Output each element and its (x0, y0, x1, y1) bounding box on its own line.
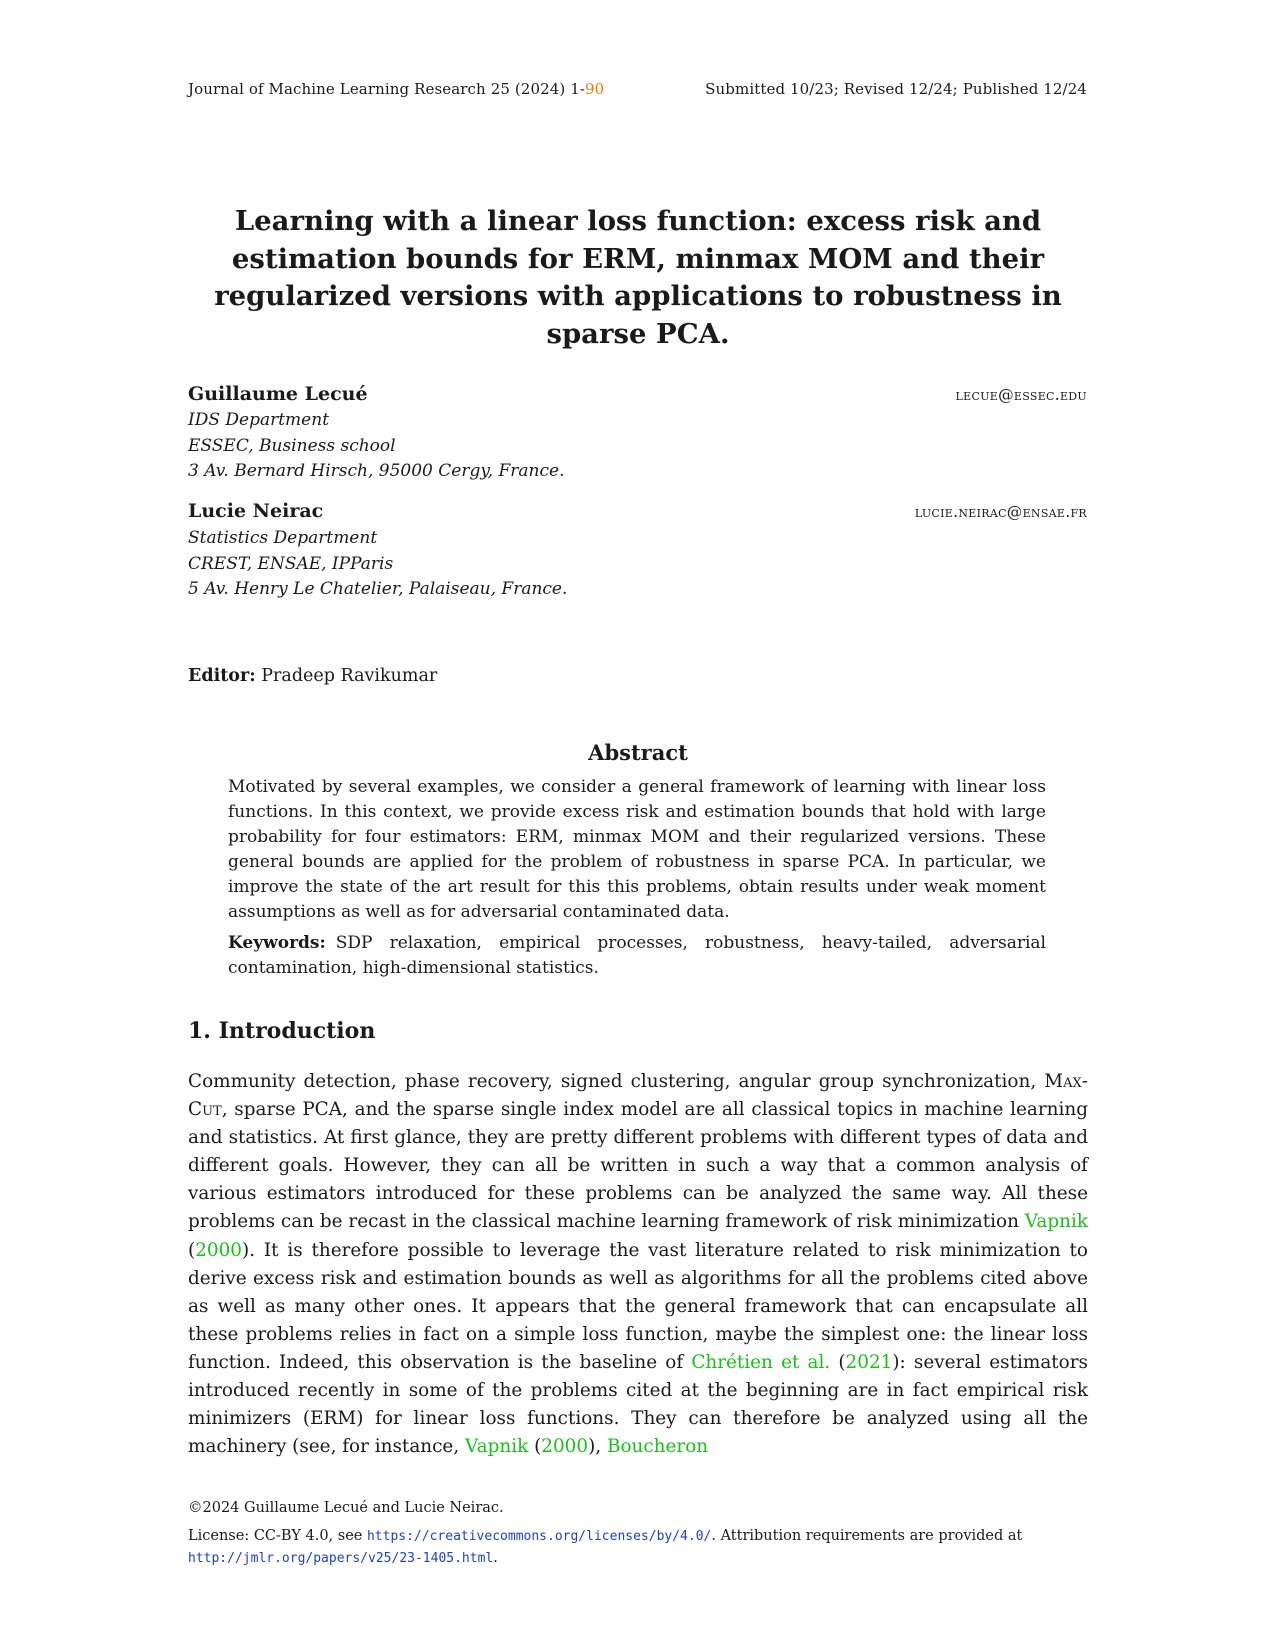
abstract-heading: Abstract (588, 740, 688, 765)
citation-year-link[interactable]: 2000 (541, 1436, 589, 1458)
author-email-1[interactable]: lecue@essec.edu (955, 386, 1087, 404)
author-affiliation-2 (188, 526, 567, 603)
text-run: , sparse PCA, and the sparse single index model are all classical topics in machine learning and statistics. At first glance, they are pretty different problems with different types of data and different goals. However, they can all be written in such a way that a common analysis of various estimators introduced for these problems can be analyzed the same way. All these problems can be recast in the classical machine learning framework of risk minimization (188, 1099, 1088, 1233)
text-run: : several estimators introduced recently in some of the problems cited at the beginning are in fact empirical risk minimizers (ERM) for linear loss functions. They can therefore be analyzed using all the machinery (see, for instance, (188, 1351, 1088, 1458)
license-notice (188, 1526, 1088, 1569)
affiliation-line: ESSEC, Business school (188, 435, 396, 456)
citation-year-link[interactable]: 2021 (845, 1351, 893, 1373)
editor-name: Pradeep Ravikumar (261, 666, 438, 686)
affiliation-line: 5 Av. Henry Le Chatelier, Palaiseau, France. (188, 579, 568, 599)
keywords-label: Keywords: (228, 933, 326, 953)
editor-line (188, 666, 437, 686)
section-number: 1. (188, 1018, 211, 1044)
keywords (228, 931, 1046, 981)
running-header-journal (188, 80, 604, 98)
affiliation-line: CREST, ENSAE, IPParis (188, 553, 394, 574)
copyright-notice: ©2024 Guillaume Lecué and Lucie Neirac. (188, 1500, 504, 1516)
text-run: . Attribution requirements are provided at (711, 1528, 1023, 1544)
text-run: , (595, 1436, 607, 1458)
citation-link[interactable]: Chrétien et al. (691, 1351, 831, 1373)
editor-label: Editor: (188, 666, 256, 686)
citation-year-link[interactable]: 2000 (195, 1239, 242, 1261)
text-run: . It is therefore possible to leverage the vast literature related to risk minimization to derive excess risk and estimation bounds as well as algorithms for all the problems cited above as well as many other ones. It appears that the general framework that can encapsulate all these problems relies in fact on a simple loss function, maybe the simplest one: the linear loss function. Indeed, this observation is the baseline of (188, 1239, 1088, 1373)
attribution-url-link[interactable]: http://jmlr.org/papers/v25/23-1405.html (188, 1550, 494, 1566)
affiliation-line: Statistics Department (188, 528, 378, 548)
affiliation-line: IDS Department (188, 410, 330, 430)
citation-link[interactable]: Boucheron (606, 1436, 709, 1458)
intro-paragraph: Community detection, phase recovery, signed clustering, angular group synchronization, Max-Cut, sparse PCA, and the sparse single index model are all classical topics in machine learning and statistics. At first glance, they are pretty different problems with different types of data and different goals. However, they can all be written in such a way that a common analysis of various estimators introduced for these problems can be analyzed the same way. All these problems can be recast in the classical machine learning framework of risk minimization Vapnik (2000). It is therefore possible to leverage the vast literature related to risk minimization to derive excess risk and estimation bounds as well as algorithms for all the problems cited above as well as many other ones. It appears that the general framework that can encapsulate all these problems relies in fact on a simple loss function, maybe the simplest one: the linear loss function. Indeed, this observation is the baseline of Chrétien et al. (2021): several estimators introduced recently in some of the problems cited at the beginning are in fact empirical risk minimizers (ERM) for linear loss functions. They can therefore be analyzed using all the machinery (see, for instance, Vapnik (2000), Boucheron (188, 1071, 1088, 1458)
citation-link[interactable]: Vapnik (1024, 1211, 1088, 1233)
keywords-list: SDP relaxation, empirical processes, robustness, heavy-tailed, adversarial contamination, high-dimensional statistics. (228, 933, 1046, 978)
author-affiliation-1 (188, 408, 564, 485)
section-heading (188, 1018, 375, 1044)
text-run: License: CC-BY 4.0, see (188, 1528, 367, 1544)
section-title: Introduction (218, 1018, 376, 1044)
author-name-2: Lucie Neirac (188, 500, 324, 522)
text-run: . (493, 1549, 498, 1566)
abstract-text: Motivated by several examples, we consider a general framework of learning with linear loss functions. In this context, we provide excess risk and estimation bounds that hold with large probability for four estimators: ERM, minmax MOM and their regularized versions. These general bounds are applied for the problem of robustness in sparse PCA. In particular, we improve the state of the art result for this this problems, obtain results under weak moment assumptions as well as for adversarial contaminated data. (228, 777, 1046, 922)
text-run: Community detection, phase recovery, signed clustering, angular group synchronization, (188, 1071, 1045, 1092)
maxcut-term: Max-Cut (188, 1071, 1088, 1121)
journal-name: Journal of Machine Learning Research 25 (2024) 1- (188, 80, 586, 98)
citation-link[interactable]: Vapnik (465, 1436, 529, 1458)
paper-title: Learning with a linear loss function: excess risk and estimation bounds for ERM, minmax MOM and their regularized versions with applications to robustness in sparse PCA. (214, 205, 1062, 350)
last-page-link[interactable]: 90 (585, 80, 605, 98)
author-name-1: Guillaume Lecué (188, 383, 368, 405)
author-email-2[interactable]: lucie.neirac@ensae.fr (914, 503, 1087, 521)
affiliation-line: 3 Av. Bernard Hirsch, 95000 Cergy, France. (188, 461, 565, 481)
submission-dates: Submitted 10/23; Revised 12/24; Published 12/24 (705, 80, 1087, 98)
license-url-link[interactable]: https://creativecommons.org/licenses/by/4.0/ (366, 1529, 712, 1544)
